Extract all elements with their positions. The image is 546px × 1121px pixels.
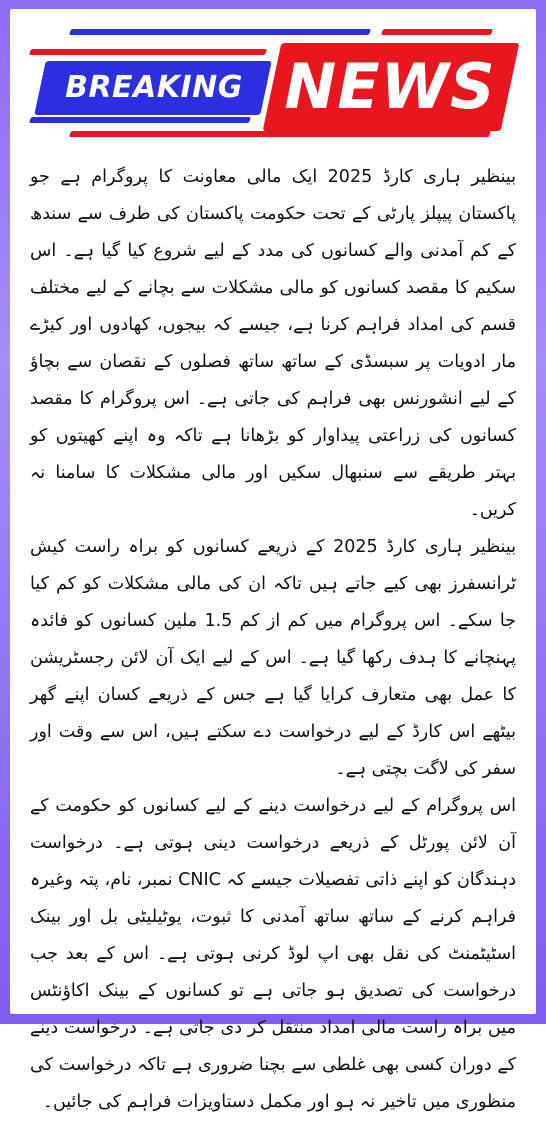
banner-stripe-top-red	[381, 29, 493, 35]
banner-stripe-top-blue	[69, 29, 371, 35]
news-label: NEWS	[284, 50, 496, 123]
breaking-news-banner	[10, 9, 536, 149]
article-paragraph-1: بینظیر ہاری کارڈ 2025 ایک مالی معاونت کا پروگرام ہے جو پاکستان پیپلز پارٹی کے تحت حکومت پاکستان کی طرف سے سندھ کے کم آمدنی والے کسانوں کی مدد کے لیے شروع کیا گیا ہے۔ اس سکیم کا مقصد کسانوں کو مالی مشکلات سے بچانے کے لیے مختلف قسم کی امداد فراہم کرنا ہے، جیسے کہ بیجوں، کھادوں اور کیڑے مار ادویات پر سبسڈی کے ساتھ ساتھ فصلوں کے نقصان سے بچاؤ کے لیے انشورنس بھی فراہم کی جاتی ہے۔ اس پروگرام کا مقصد کسانوں کی زراعتی پیداوار کو بڑھانا ہے تاکہ وہ اپنے کھیتوں کو بہتر طریقے سے سنبھال سکیں اور مالی مشکلات کا سامنا نہ کریں۔	[30, 167, 516, 520]
article-body	[30, 159, 516, 1121]
banner-stripe-left-red	[29, 49, 267, 55]
article-card	[10, 9, 536, 1112]
banner-stripe-mid-blue	[29, 117, 251, 123]
article-paragraph-2: بینظیر ہاری کارڈ 2025 کے ذریعے کسانوں کو براہ راست کیش ٹرانسفرز بھی کیے جاتے ہیں تاکہ ان کی مالی مشکلات کو کم کیا جا سکے۔ اس پروگرام میں کم از کم 1.5 ملین کسانوں کو فائدہ پہنچانے کا ہدف رکھا گیا ہے۔ اس کے لیے ایک آن لائن رجسٹریشن کا عمل بھی متعارف کرایا گیا ہے جس کے ذریعے کسان اپنے گھر بیٹھے اس کارڈ کے لیے درخواست دے سکتے ہیں، اس سے وقت اور سفر کی لاگت بچتی ہے۔	[30, 537, 516, 779]
breaking-label: BREAKING	[65, 70, 243, 105]
banner-stripe-bottom-red	[69, 131, 491, 137]
article-paragraph-3: اس پروگرام کے لیے درخواست دینے کے لیے کسانوں کو حکومت کے آن لائن پورٹل کے ذریعے درخواست دینی ہوتی ہے۔ درخواست دہندگان کو اپنے ذاتی تفصیلات جیسے کہ CNIC نمبر، نام، پتہ وغیرہ فراہم کرنے کے ساتھ ساتھ آمدنی کا ثبوت، یوٹیلیٹی بل اور بینک اسٹیٹمنٹ کی نقل بھی اپ لوڈ کرنی ہوتی ہے۔ اس کے بعد جب درخواست کی تصدیق ہو جاتی ہے تو کسانوں کے بینک اکاؤنٹس میں براہ راست مالی امداد منتقل کر دی جاتی ہے۔ درخواست دینے کے دوران کسی بھی غلطی سے بچنا ضروری ہے تاکہ درخواست کی منظوری میں تاخیر نہ ہو اور مکمل دستاویزات فراہم کی جائیں۔	[30, 796, 516, 1112]
